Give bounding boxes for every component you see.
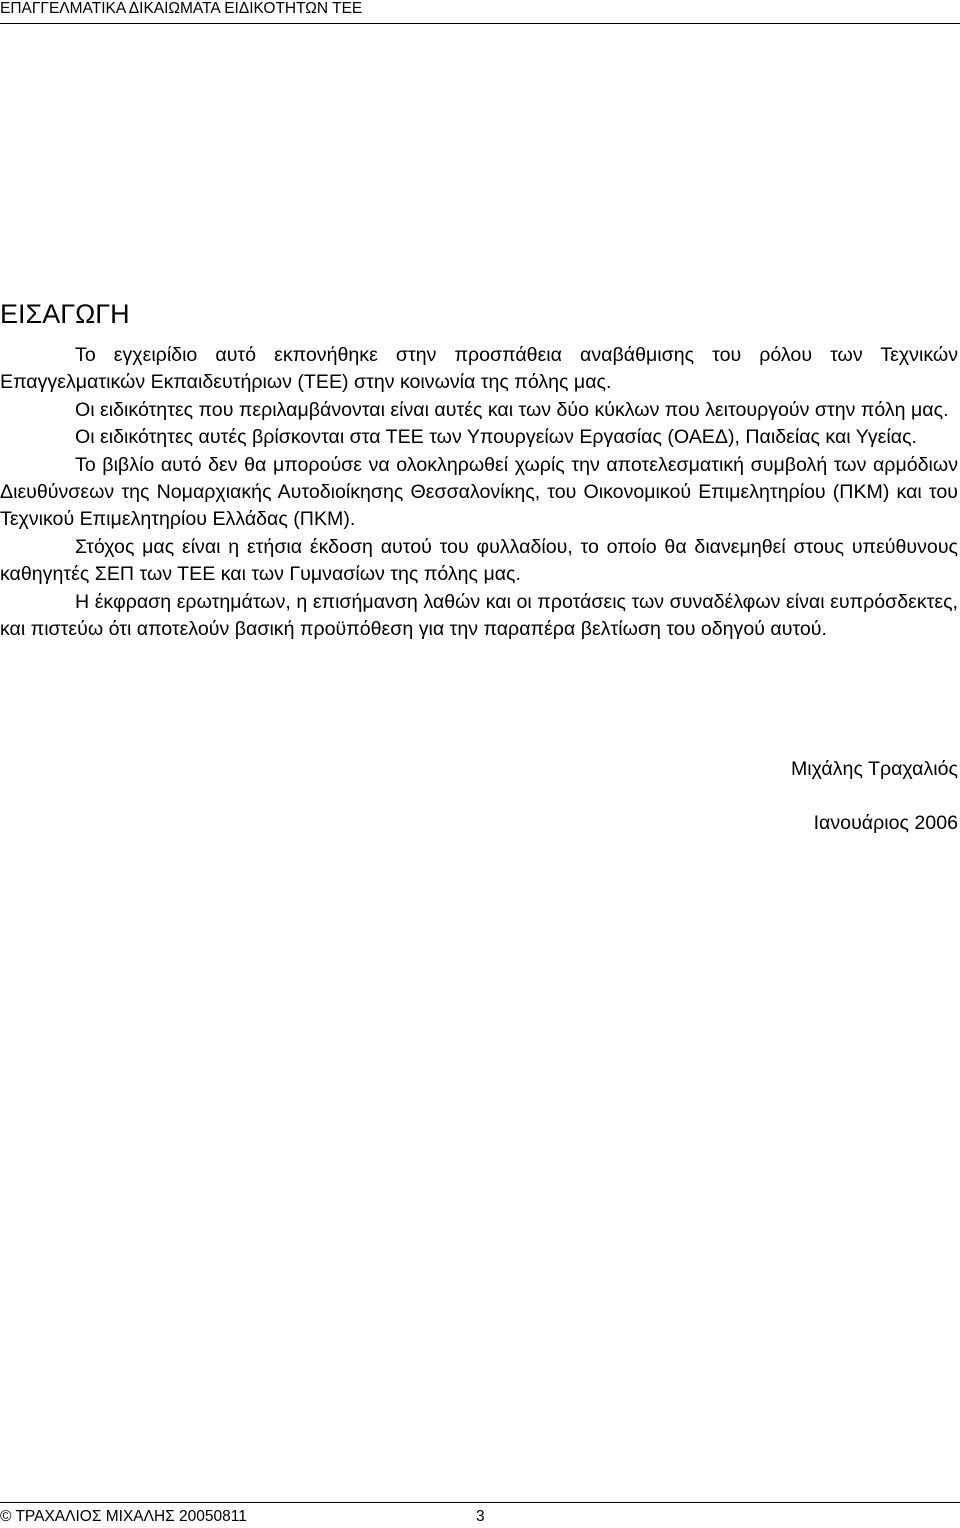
running-title: ΕΠΑΓΓΕΛΜΑΤΙΚΑ ΔΙΚΑΙΩΜΑΤΑ ΕΙΔΙΚΟΤΗΤΩΝ ΤΕΕ (0, 0, 363, 17)
footer-copyright: © ΤΡΑΧΑΛΙΟΣ ΜΙΧΑΛΗΣ 20050811 (0, 1508, 247, 1525)
page-number: 3 (476, 1508, 485, 1525)
signature-author: Μιχάλης Τραχαλιός (790, 758, 958, 780)
footer-divider (0, 1502, 960, 1503)
body-text (0, 342, 958, 643)
page-footer (0, 1490, 960, 1528)
paragraph: Η έκφραση ερωτημάτων, η επισήμανση λαθών και οι προτάσεις των συναδέλφων είναι ευπρόσδεκτες, και πιστεύω ότι αποτελούν βασική προϋπόθεση για την παραπέρα βελτίωση του οδηγού αυτού. (0, 590, 958, 641)
page-header (0, 0, 960, 24)
paragraph: Το βιβλίο αυτό δεν θα μπορούσε να ολοκληρωθεί χωρίς την αποτελεσματική συμβολή των αρμόδιων Διευθύνσεων της Νομαρχιακής Αυτοδιοίκησης Θεσσαλονίκης, του Οικονομικού Επιμελητηρίου (ΠΚΜ) και του Τεχνικού Επιμελητηρίου Ελλάδας (ΠΚΜ). (0, 453, 958, 531)
signature-date: Ιανουάριος 2006 (813, 812, 958, 834)
paragraph: Το εγχειρίδιο αυτό εκπονήθηκε στην προσπάθεια αναβάθμισης του ρόλου των Τεχνικών Επαγγελματικών Εκπαιδευτήριων (ΤΕΕ) στην κοινωνία της πόλης μας. (0, 344, 958, 394)
paragraph: Οι ειδικότητες αυτές βρίσκονται στα ΤΕΕ των Υπουργείων Εργασίας (ΟΑΕΔ), Παιδείας και Υγείας. (75, 426, 917, 449)
section-title: ΕΙΣΑΓΩΓΗ (0, 299, 130, 329)
paragraph: Στόχος μας είναι η ετήσια έκδοση αυτού του φυλλαδίου, το οποίο θα διανεμηθεί στους υπεύθυνους καθηγητές ΣΕΠ των ΤΕΕ και των Γυμνασίων της πόλης μας. (0, 535, 958, 586)
paragraph: Οι ειδικότητες που περιλαμβάνονται είναι αυτές και των δύο κύκλων που λειτουργούν στην πόλη μας. (75, 398, 949, 421)
